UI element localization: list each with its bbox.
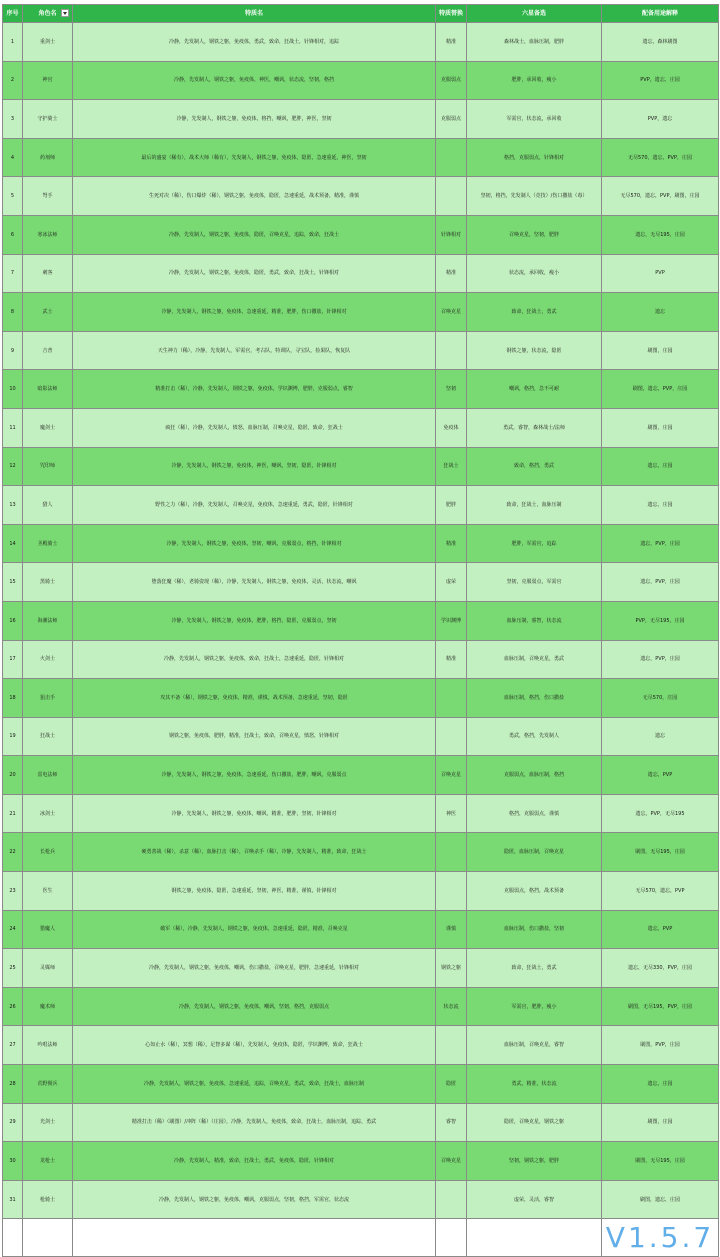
usage-notes-cell[interactable]: 刷图，PVP，庄园 <box>602 1026 719 1065</box>
six-star-alternatives-cell[interactable]: 嘲讽，格挡，急不可耐 <box>467 370 602 409</box>
usage-notes-cell[interactable]: 刷图，庄园 <box>602 331 719 370</box>
usage-notes-cell[interactable]: 遗忘，PVP <box>602 756 719 795</box>
six-star-alternatives-cell[interactable]: 状态流，承回收，瘦小 <box>467 254 602 293</box>
table-row <box>3 486 719 525</box>
traits-cell[interactable]: 冷静，先发制人，钢铁之躯，免疫体，勇武，致命，狂战士，针锋相对，追踪 <box>73 23 436 62</box>
index-cell[interactable]: 14 <box>3 524 23 563</box>
role-name-cell[interactable]: 医生 <box>23 872 73 911</box>
role-name-cell[interactable]: 圣殿骑士 <box>23 524 73 563</box>
index-cell[interactable]: 22 <box>3 833 23 872</box>
usage-notes-cell[interactable]: 无尽570，遗忘，PVP，刷图，庄园 <box>602 177 719 216</box>
usage-notes-cell[interactable]: 刷图，无尽195，庄园 <box>602 833 719 872</box>
traits-cell[interactable]: 攻其不备（稀），钢铁之躯，免疫体，精准，谨慎，战术预备，急速重延，坚韧，隐匿 <box>73 679 436 718</box>
six-star-alternatives-cell[interactable]: 致命，狂战士，勇武 <box>467 949 602 988</box>
role-name-cell[interactable]: 弩手 <box>23 177 73 216</box>
role-name-cell[interactable]: 吉普 <box>23 331 73 370</box>
trait-replacement-cell[interactable]: 精准 <box>436 23 467 62</box>
index-cell[interactable]: 27 <box>3 1026 23 1065</box>
role-name-cell[interactable]: 魔术师 <box>23 987 73 1026</box>
trait-replacement-cell[interactable] <box>436 331 467 370</box>
index-cell[interactable]: 24 <box>3 910 23 949</box>
role-name-cell[interactable]: 猎人 <box>23 486 73 525</box>
usage-notes-cell[interactable]: 遗忘，庄园 <box>602 486 719 525</box>
usage-notes-cell[interactable]: 刷图，无尽195，PVP，庄园 <box>602 987 719 1026</box>
table-row <box>3 563 719 602</box>
table-row <box>3 949 719 988</box>
traits-cell[interactable]: 冷静，先发制人，钢铁之躯，免疫体，嘲讽，伤口撒盐，召唤克星，肥胖，急速重延，针锋相对 <box>73 949 436 988</box>
header-role-name-label: 角色名 <box>38 9 57 17</box>
trait-replacement-cell[interactable]: 狂战士 <box>436 447 467 486</box>
header-role-name[interactable] <box>23 5 73 23</box>
table-row <box>3 756 719 795</box>
trait-replacement-cell[interactable]: 精准 <box>436 254 467 293</box>
role-name-cell[interactable]: 魔剑士 <box>23 408 73 447</box>
traits-cell[interactable]: 冷静，先发制人，钢铁之躯，免疫体，急速重延，追踪，召唤克星，勇武，致命，狂战士，血脉压制 <box>73 1065 436 1104</box>
traits-cell[interactable]: 精准打击（稀），冷静，先发制人，钢铁之躯，免疫体，学识渊博，肥胖，克服弱点，睿智 <box>73 370 436 409</box>
usage-notes-cell[interactable]: 刷图，庄园 <box>602 408 719 447</box>
trait-replacement-cell[interactable]: 免疫体 <box>436 408 467 447</box>
traits-cell[interactable]: 钢铁之躯，免疫体，隐匿，急速重延，坚韧，神医，精准，谨慎，针锋相对 <box>73 872 436 911</box>
role-name-cell[interactable]: 刺客 <box>23 254 73 293</box>
trait-replacement-cell[interactable] <box>436 679 467 718</box>
six-star-alternatives-cell[interactable]: 钢铁之躯，状态流，隐匿 <box>467 331 602 370</box>
traits-cell[interactable]: 冷静，先发制人，精准，致命，狂战士，勇武，免疫体，隐匿，针锋相对 <box>73 1142 436 1181</box>
traits-cell[interactable]: 硬勇善战（稀），杀意（稀），血脉打击（稀），召唤杀手（稀），冷静，先发制人，精准，致命，狂战士 <box>73 833 436 872</box>
six-star-alternatives-cell[interactable]: 血脉压制，伤口撒盐，坚韧 <box>467 910 602 949</box>
role-name-cell[interactable]: 守护骑士 <box>23 100 73 139</box>
index-cell[interactable]: 8 <box>3 293 23 332</box>
table-row <box>3 293 719 332</box>
trait-replacement-cell[interactable] <box>436 717 467 756</box>
trait-replacement-cell[interactable]: 精准 <box>436 524 467 563</box>
table-row <box>3 138 719 177</box>
role-name-cell[interactable]: 狙击手 <box>23 679 73 718</box>
six-star-alternatives-cell[interactable]: 血脉压制，召唤克星，睿智 <box>467 1026 602 1065</box>
role-name-cell[interactable]: 枪骑士 <box>23 1180 73 1219</box>
trait-replacement-cell[interactable] <box>436 138 467 177</box>
six-star-alternatives-cell[interactable]: 勇武，睿智，森林战士/法师 <box>467 408 602 447</box>
header-traits[interactable]: 特质名 <box>73 5 436 23</box>
trait-replacement-cell[interactable]: 克服弱点 <box>436 100 467 139</box>
six-star-alternatives-cell[interactable]: 坚韧，克服弱点，军需官 <box>467 563 602 602</box>
header-usage-notes[interactable]: 配备用途解释 <box>602 5 719 23</box>
usage-notes-cell[interactable]: 遗忘，PVP，庄园 <box>602 524 719 563</box>
role-name-cell[interactable]: 寒冰法师 <box>23 215 73 254</box>
index-cell[interactable]: 20 <box>3 756 23 795</box>
index-cell[interactable]: 7 <box>3 254 23 293</box>
header-trait-replacement[interactable]: 特质替换 <box>436 5 467 23</box>
six-star-alternatives-cell[interactable]: 隐匿，召唤克星，钢铁之躯 <box>467 1103 602 1142</box>
table-row <box>3 100 719 139</box>
footer-row <box>3 1219 719 1257</box>
footer-cell[interactable] <box>3 1219 23 1257</box>
six-star-alternatives-cell[interactable]: 军需官，肥胖，瘦小 <box>467 987 602 1026</box>
usage-notes-cell[interactable]: PVP <box>602 254 719 293</box>
traits-cell[interactable]: 堕落狂魔（稀），老骑姿现（稀），冷静，先发制人，钢铁之躯，免疫体，灵活，状态流，嘲讽 <box>73 563 436 602</box>
table-row <box>3 601 719 640</box>
table-row <box>3 370 719 409</box>
six-star-alternatives-cell[interactable]: 格挡，克服弱点，谨慎 <box>467 794 602 833</box>
trait-replacement-cell[interactable] <box>436 1180 467 1219</box>
traits-cell[interactable]: 心如止水（稀），冥想（稀），足智多谋（稀），先发制人，免疫体，隐匿，学识渊博，致命，狂战士 <box>73 1026 436 1065</box>
character-trait-table <box>2 4 719 1257</box>
usage-notes-cell[interactable]: 遗忘，庄园 <box>602 447 719 486</box>
role-name-cell[interactable]: 雷电法师 <box>23 756 73 795</box>
traits-cell[interactable]: 天生神力（稀），冷静，先发制人，军需官，考古队，特训队，寻宝队，捡果队，恢复队 <box>73 331 436 370</box>
version-label: V1.5.7 <box>605 1221 715 1255</box>
role-name-cell[interactable]: 咒印师 <box>23 447 73 486</box>
usage-notes-cell[interactable]: 遗忘 <box>602 717 719 756</box>
traits-cell[interactable]: 冷静，先发制人，钢铁之躯，免疫体，致命，狂战士，急速重延，隐匿，针锋相对 <box>73 640 436 679</box>
six-star-alternatives-cell[interactable]: 血脉压制，睿智，状态流 <box>467 601 602 640</box>
six-star-alternatives-cell[interactable]: 召唤克星，坚韧，肥胖 <box>467 215 602 254</box>
index-cell[interactable]: 3 <box>3 100 23 139</box>
role-name-cell[interactable]: 猎魔人 <box>23 910 73 949</box>
role-name-cell[interactable]: 海潮法师 <box>23 601 73 640</box>
role-name-cell[interactable]: 光剑士 <box>23 1103 73 1142</box>
header-six-star-alternatives[interactable]: 六星备选 <box>467 5 602 23</box>
index-cell[interactable]: 13 <box>3 486 23 525</box>
index-cell[interactable]: 5 <box>3 177 23 216</box>
six-star-alternatives-cell[interactable]: 致命，狂战士，勇武 <box>467 293 602 332</box>
trait-replacement-cell[interactable]: 钢铁之躯 <box>436 949 467 988</box>
usage-notes-cell[interactable]: 遗忘，PVP，庄园 <box>602 563 719 602</box>
traits-cell[interactable]: 冷静，先发制人，钢铁之躯，免疫体，嘲讽，坚韧，格挡，克服弱点 <box>73 987 436 1026</box>
traits-cell[interactable]: 生死对决（稀），伤口爆炸（稀），钢铁之躯，免疫体，隐匿，急速重延，战术预备，精准，谨慎 <box>73 177 436 216</box>
usage-notes-cell[interactable]: 遗忘，PVP，无尽195 <box>602 794 719 833</box>
table-row <box>3 177 719 216</box>
footer-cell[interactable] <box>467 1219 602 1257</box>
trait-replacement-cell[interactable] <box>436 872 467 911</box>
six-star-alternatives-cell[interactable]: 勇武，格挡，先发制人 <box>467 717 602 756</box>
role-name-cell[interactable]: 龙枪士 <box>23 1142 73 1181</box>
role-name-cell[interactable]: 冰剑士 <box>23 794 73 833</box>
index-cell[interactable]: 15 <box>3 563 23 602</box>
traits-cell[interactable]: 冷静，先发制人，钢铁之躯，免疫体，急速重延，伤口撒盐，肥胖，嘲讽，克服弱点 <box>73 756 436 795</box>
six-star-alternatives-cell[interactable]: 克服弱点，血脉压制，格挡 <box>467 756 602 795</box>
role-name-cell[interactable]: 药剂师 <box>23 138 73 177</box>
usage-notes-cell[interactable]: 刷图，遗忘，庄园 <box>602 1180 719 1219</box>
index-cell[interactable]: 18 <box>3 679 23 718</box>
index-cell[interactable]: 4 <box>3 138 23 177</box>
role-name-cell[interactable]: 荒野佣兵 <box>23 1065 73 1104</box>
index-cell[interactable]: 2 <box>3 61 23 100</box>
table-body <box>3 23 719 1219</box>
header-index[interactable]: 序号 <box>3 5 23 23</box>
trait-replacement-cell[interactable]: 睿智 <box>436 1103 467 1142</box>
traits-cell[interactable]: 冷静，先发制人，钢铁之躯，免疫体，坚韧，嘲讽，克服弱点，格挡，针锋相对 <box>73 524 436 563</box>
usage-notes-cell[interactable]: 遗忘，无尽195，庄园 <box>602 215 719 254</box>
table-row <box>3 833 719 872</box>
table-row <box>3 1180 719 1219</box>
traits-cell[interactable]: 冷静，先发制人，钢铁之躯，免疫体，隐匿，召唤克星，追踪，致命，狂战士 <box>73 215 436 254</box>
traits-cell[interactable]: 冷静，先发制人，钢铁之躯，免疫体，嘲讽，克服弱点，坚韧，格挡，军需官，状态流 <box>73 1180 436 1219</box>
six-star-alternatives-cell[interactable]: 坚韧，钢铁之躯，肥胖 <box>467 1142 602 1181</box>
role-name-cell[interactable]: 神官 <box>23 61 73 100</box>
table-row <box>3 408 719 447</box>
six-star-alternatives-cell[interactable]: 虚荣，灵活，睿智 <box>467 1180 602 1219</box>
version-cell[interactable] <box>602 1219 719 1257</box>
index-cell[interactable]: 11 <box>3 408 23 447</box>
table-row <box>3 254 719 293</box>
six-star-alternatives-cell[interactable]: 致命，狂战士，血脉压制 <box>467 486 602 525</box>
usage-notes-cell[interactable]: 无尽570，庄园 <box>602 679 719 718</box>
trait-replacement-cell[interactable]: 坚韧 <box>436 370 467 409</box>
usage-notes-cell[interactable]: PVP，遗忘 <box>602 100 719 139</box>
usage-notes-cell[interactable]: 遗忘 <box>602 293 719 332</box>
traits-cell[interactable]: 冷静，先发制人，钢铁之躯，免疫体，神医，嘲讽，坚韧，隐匿，针锋相对 <box>73 447 436 486</box>
index-cell[interactable]: 26 <box>3 987 23 1026</box>
usage-notes-cell[interactable]: 遗忘，森林刷图 <box>602 23 719 62</box>
usage-notes-cell[interactable]: 无尽570，遗忘，PVP <box>602 872 719 911</box>
table-row <box>3 640 719 679</box>
index-cell[interactable]: 28 <box>3 1065 23 1104</box>
trait-replacement-cell[interactable] <box>436 1026 467 1065</box>
traits-cell[interactable]: 冷静，先发制人，钢铁之躯，免疫体，隐匿，勇武，致命，狂战士，针锋相对 <box>73 254 436 293</box>
trait-replacement-cell[interactable]: 虚荣 <box>436 563 467 602</box>
usage-notes-cell[interactable]: 无尽570，遗忘，PVP，庄园 <box>602 138 719 177</box>
table-row <box>3 910 719 949</box>
usage-notes-cell[interactable]: 刷图，遗忘，PVP，庄园 <box>602 370 719 409</box>
traits-cell[interactable]: 钢铁之躯，免疫体，肥胖，精准，狂战士，致命，召唤克星，愤怒，针锋相对 <box>73 717 436 756</box>
six-star-alternatives-cell[interactable]: 坚韧，格挡，先发制人（竞技）/伤口撒盐（毒） <box>467 177 602 216</box>
dropdown-filter-icon[interactable] <box>61 9 69 17</box>
trait-replacement-cell[interactable]: 状态流 <box>436 987 467 1026</box>
table-row <box>3 679 719 718</box>
traits-cell[interactable]: 冷静，先发制人，钢铁之躯，免疫体，格挡，嘲讽，肥胖，神医，坚韧 <box>73 100 436 139</box>
index-cell[interactable]: 17 <box>3 640 23 679</box>
role-name-cell[interactable]: 重剑士 <box>23 23 73 62</box>
usage-notes-cell[interactable]: 遗忘，无尽330，PVP，庄园 <box>602 949 719 988</box>
usage-notes-cell[interactable]: PVP，无尽195，庄园 <box>602 601 719 640</box>
trait-replacement-cell[interactable]: 神医 <box>436 794 467 833</box>
table-row <box>3 872 719 911</box>
trait-replacement-cell[interactable]: 精准 <box>436 640 467 679</box>
role-name-cell[interactable]: 狂战士 <box>23 717 73 756</box>
six-star-alternatives-cell[interactable]: 肥胖，军需官，追踪 <box>467 524 602 563</box>
trait-replacement-cell[interactable]: 隐匿 <box>436 1065 467 1104</box>
six-star-alternatives-cell[interactable]: 格挡，克服弱点，针锋相对 <box>467 138 602 177</box>
trait-replacement-cell[interactable]: 肥胖 <box>436 486 467 525</box>
trait-replacement-cell[interactable]: 召唤克星 <box>436 756 467 795</box>
footer-cell[interactable] <box>23 1219 73 1257</box>
traits-cell[interactable]: 疯狂（稀），冷静，先发制人，愤怒，血脉压制，召唤克星，隐匿，致命，狂战士 <box>73 408 436 447</box>
usage-notes-cell[interactable]: 遗忘，PVP，庄园 <box>602 640 719 679</box>
footer-cell[interactable] <box>73 1219 436 1257</box>
index-cell[interactable]: 25 <box>3 949 23 988</box>
six-star-alternatives-cell[interactable]: 克服弱点，格挡，战术预备 <box>467 872 602 911</box>
table-row <box>3 1065 719 1104</box>
index-cell[interactable]: 12 <box>3 447 23 486</box>
role-name-cell[interactable]: 火剑士 <box>23 640 73 679</box>
footer-cell[interactable] <box>436 1219 467 1257</box>
index-cell[interactable]: 21 <box>3 794 23 833</box>
index-cell[interactable]: 16 <box>3 601 23 640</box>
traits-cell[interactable]: 精准打击（稀）（刷图）/冲阵（稀）（庄园），冷静，先发制人，免疫体，致命，狂战士，血脉压制，追踪，勇武 <box>73 1103 436 1142</box>
table-row <box>3 1142 719 1181</box>
trait-replacement-cell[interactable]: 召唤克星 <box>436 293 467 332</box>
index-cell[interactable]: 30 <box>3 1142 23 1181</box>
table-row <box>3 794 719 833</box>
trait-replacement-cell[interactable]: 针锋相对 <box>436 215 467 254</box>
table-row <box>3 61 719 100</box>
usage-notes-cell[interactable]: 刷图，庄园 <box>602 1103 719 1142</box>
traits-cell[interactable]: 冷静，先发制人，钢铁之躯，免疫体，肥胖，格挡，隐匿，克服弱点，坚韧 <box>73 601 436 640</box>
table-row <box>3 215 719 254</box>
role-name-cell[interactable]: 长枪兵 <box>23 833 73 872</box>
trait-replacement-cell[interactable]: 克服弱点 <box>436 61 467 100</box>
traits-cell[interactable]: 冷静，先发制人，钢铁之躯，免疫体，嘲讽，精准，肥胖，坚韧，针锋相对 <box>73 794 436 833</box>
usage-notes-cell[interactable]: 遗忘，庄园 <box>602 1065 719 1104</box>
index-cell[interactable]: 6 <box>3 215 23 254</box>
table-row <box>3 524 719 563</box>
traits-cell[interactable]: 冷静，先发制人，钢铁之躯，免疫体，神医，嘲讽，状态流，坚韧，格挡 <box>73 61 436 100</box>
six-star-alternatives-cell[interactable]: 隐匿，血脉压制，召唤克星 <box>467 833 602 872</box>
trait-replacement-cell[interactable] <box>436 177 467 216</box>
table-row <box>3 1026 719 1065</box>
traits-cell[interactable]: 破军（稀），冷静，先发制人，钢铁之躯，免疫体，急速重延，隐匿，精准，召唤克星 <box>73 910 436 949</box>
trait-replacement-cell[interactable]: 召唤克星 <box>436 1142 467 1181</box>
traits-cell[interactable]: 最后的盛宴（稀有），战术大师（稀有），先发制人，钢铁之躯，免疫体，隐匿，急速重延，神医，坚韧 <box>73 138 436 177</box>
six-star-alternatives-cell[interactable]: 肥胖，承回收，瘦小 <box>467 61 602 100</box>
usage-notes-cell[interactable]: 刷图，无尽195，庄园 <box>602 1142 719 1181</box>
index-cell[interactable]: 31 <box>3 1180 23 1219</box>
six-star-alternatives-cell[interactable]: 军需官，状态流，承回收 <box>467 100 602 139</box>
role-name-cell[interactable]: 吟唱法师 <box>23 1026 73 1065</box>
trait-replacement-cell[interactable] <box>436 833 467 872</box>
table-row <box>3 23 719 62</box>
role-name-cell[interactable]: 灵媒师 <box>23 949 73 988</box>
index-cell[interactable]: 23 <box>3 872 23 911</box>
role-name-cell[interactable]: 武士 <box>23 293 73 332</box>
index-cell[interactable]: 10 <box>3 370 23 409</box>
usage-notes-cell[interactable]: 遗忘，PVP <box>602 910 719 949</box>
table-row <box>3 331 719 370</box>
six-star-alternatives-cell[interactable]: 致命，格挡，勇武 <box>467 447 602 486</box>
six-star-alternatives-cell[interactable]: 血脉压制，召唤克星，勇武 <box>467 640 602 679</box>
trait-replacement-cell[interactable]: 谨慎 <box>436 910 467 949</box>
trait-replacement-cell[interactable]: 学识渊博 <box>436 601 467 640</box>
table-row <box>3 717 719 756</box>
header-row <box>3 5 719 23</box>
role-name-cell[interactable]: 暗影法师 <box>23 370 73 409</box>
traits-cell[interactable]: 野性之力（稀），冷静，先发制人，召唤克星，免疫体，急速重延，勇武，隐匿，针锋相对 <box>73 486 436 525</box>
index-cell[interactable]: 1 <box>3 23 23 62</box>
table-row <box>3 1103 719 1142</box>
six-star-alternatives-cell[interactable]: 血脉压制，格挡，伤口撒盐 <box>467 679 602 718</box>
usage-notes-cell[interactable]: PVP，遗忘，庄园 <box>602 61 719 100</box>
traits-cell[interactable]: 冷静，先发制人，钢铁之躯，免疫体，急速重延，精准，肥胖，伤口撒盐，针锋相对 <box>73 293 436 332</box>
table-row <box>3 987 719 1026</box>
role-name-cell[interactable]: 黑骑士 <box>23 563 73 602</box>
six-star-alternatives-cell[interactable]: 森林战士，血脉压制，肥胖 <box>467 23 602 62</box>
index-cell[interactable]: 19 <box>3 717 23 756</box>
index-cell[interactable]: 9 <box>3 331 23 370</box>
index-cell[interactable]: 29 <box>3 1103 23 1142</box>
six-star-alternatives-cell[interactable]: 勇武，精准，状态流 <box>467 1065 602 1104</box>
table-row <box>3 447 719 486</box>
